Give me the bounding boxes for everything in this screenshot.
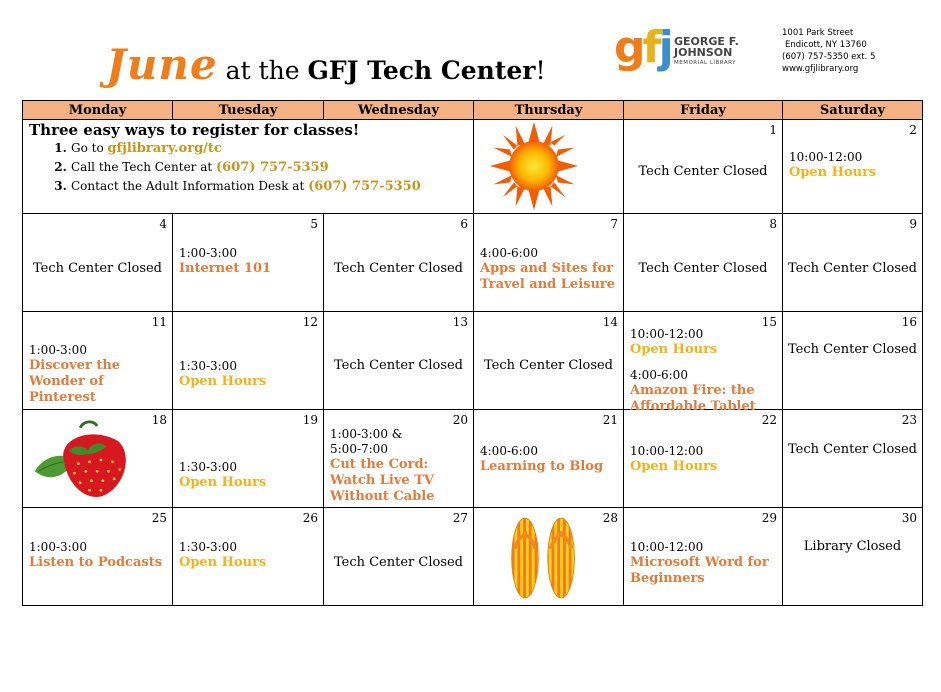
day-header-wednesday: Wednesday bbox=[324, 101, 474, 120]
day-cell-12 bbox=[173, 312, 324, 410]
day-number: 16 bbox=[901, 315, 917, 329]
week-row-1 bbox=[23, 120, 923, 214]
event-time: 1:00-3:00 bbox=[29, 343, 87, 357]
info-desk-phone: (607) 757-5350 bbox=[308, 179, 421, 194]
day-cell-28 bbox=[474, 508, 624, 606]
event-time: 1:30-3:00 bbox=[179, 540, 237, 554]
closed-label: Tech Center Closed bbox=[638, 164, 768, 179]
registration-steps bbox=[29, 139, 467, 196]
day-cell-7 bbox=[474, 214, 624, 312]
event-time: 1:00-3:00 bbox=[29, 540, 87, 554]
day-number: 20 bbox=[452, 413, 468, 427]
address-website[interactable]: www.gfjlibrary.org bbox=[782, 64, 859, 74]
day-cell-18 bbox=[23, 410, 173, 508]
event-time: 1:30-3:00 bbox=[179, 460, 237, 474]
day-number: 19 bbox=[302, 413, 318, 427]
event-time: 1:00-3:00 bbox=[179, 246, 237, 260]
tech-center-phone: (607) 757-5359 bbox=[216, 160, 329, 175]
day-number: 6 bbox=[460, 217, 468, 231]
day-cell-23 bbox=[783, 410, 923, 508]
closed-label: Tech Center Closed bbox=[333, 261, 464, 276]
day-number: 22 bbox=[761, 413, 777, 427]
closed-label: Tech Center Closed bbox=[787, 342, 918, 357]
day-cell-2 bbox=[783, 120, 923, 214]
closed-label: Tech Center Closed bbox=[32, 261, 163, 276]
event-title[interactable]: Amazon Fire: the Affordable Tablet bbox=[630, 383, 756, 414]
strawberry-icon bbox=[31, 416, 135, 502]
sun-cell bbox=[474, 120, 624, 214]
event-time: 4:00-6:00 bbox=[630, 368, 688, 382]
day-cell-8 bbox=[624, 214, 783, 312]
day-cell-6 bbox=[324, 214, 474, 312]
week-row-4 bbox=[23, 410, 923, 508]
day-cell-5 bbox=[173, 214, 324, 312]
day-number: 15 bbox=[761, 315, 777, 329]
day-number: 28 bbox=[602, 511, 618, 525]
library-logo bbox=[614, 24, 764, 80]
day-header-saturday: Saturday bbox=[783, 101, 923, 120]
registration-step-2: 2. Call the Tech Center at (607) 757-5359 bbox=[71, 158, 467, 177]
event-title[interactable]: Open Hours bbox=[630, 459, 718, 474]
logo-name-line1: GEORGE F. bbox=[674, 35, 739, 48]
day-number: 9 bbox=[909, 217, 917, 231]
closed-label: Tech Center Closed bbox=[483, 358, 614, 373]
day-cell-27 bbox=[324, 508, 474, 606]
library-address bbox=[782, 27, 875, 75]
closed-label: Tech Center Closed bbox=[787, 442, 918, 457]
day-cell-30 bbox=[783, 508, 923, 606]
day-number: 29 bbox=[761, 511, 777, 525]
title-suffix: ! bbox=[535, 56, 546, 85]
day-cell-13 bbox=[324, 312, 474, 410]
event-title[interactable]: Open Hours bbox=[179, 374, 267, 389]
page-title bbox=[106, 40, 546, 89]
event-title[interactable]: Discover the Wonder of Pinterest bbox=[29, 358, 121, 405]
day-cell-25 bbox=[23, 508, 173, 606]
address-city: Endicott, NY 13760 bbox=[785, 40, 867, 50]
address-street: 1001 Park Street bbox=[782, 28, 854, 38]
closed-label: Tech Center Closed bbox=[333, 555, 464, 570]
event-time: 10:00-12:00 bbox=[789, 150, 863, 164]
day-number: 12 bbox=[302, 315, 318, 329]
event-time: 4:00-6:00 bbox=[480, 246, 538, 260]
event-time: 10:00-12:00 bbox=[630, 540, 704, 554]
registration-step-3: 3. Contact the Adult Information Desk at (607) 757-5350 bbox=[71, 177, 467, 196]
day-header-thursday: Thursday bbox=[474, 101, 624, 120]
closed-label: Tech Center Closed bbox=[638, 261, 768, 276]
day-number: 26 bbox=[302, 511, 318, 525]
day-header-friday: Friday bbox=[624, 101, 783, 120]
event-time: 1:30-3:00 bbox=[179, 359, 237, 373]
logo-subtitle: MEMORIAL LIBRARY bbox=[674, 60, 736, 66]
title-center-name: GFJ Tech Center bbox=[307, 56, 536, 85]
day-number: 21 bbox=[602, 413, 618, 427]
day-number: 8 bbox=[769, 217, 777, 231]
day-number: 18 bbox=[151, 413, 167, 427]
day-cell-21 bbox=[474, 410, 624, 508]
event-title[interactable]: Open Hours bbox=[789, 165, 877, 180]
logo-name-line2: JOHNSON bbox=[674, 46, 733, 59]
month-title: June bbox=[106, 40, 218, 89]
week-row-3 bbox=[23, 312, 923, 410]
registration-step-1: 1. Go to gfjlibrary.org/tc bbox=[71, 139, 467, 158]
day-cell-16 bbox=[783, 312, 923, 410]
registration-info-cell bbox=[23, 120, 474, 214]
day-number: 14 bbox=[602, 315, 618, 329]
event-time: 1:00-3:00 & bbox=[330, 427, 403, 441]
address-phone: (607) 757-5350 ext. 5 bbox=[782, 52, 876, 62]
day-number: 23 bbox=[901, 413, 917, 427]
event-title[interactable]: Learning to Blog bbox=[480, 459, 604, 474]
event-time: 10:00-12:00 bbox=[630, 444, 704, 458]
event-time: 10:00-12:00 bbox=[630, 327, 704, 341]
day-number: 13 bbox=[452, 315, 468, 329]
event-time: 4:00-6:00 bbox=[480, 444, 538, 458]
title-prefix: at the bbox=[225, 56, 300, 85]
week-row-5 bbox=[23, 508, 923, 606]
sun-icon bbox=[488, 120, 580, 212]
day-cell-20 bbox=[324, 410, 474, 508]
day-number: 11 bbox=[151, 315, 167, 329]
flip-flops-icon bbox=[506, 516, 582, 602]
day-number: 27 bbox=[452, 511, 468, 525]
day-cell-14 bbox=[474, 312, 624, 410]
registration-link[interactable]: gfjlibrary.org/tc bbox=[107, 141, 222, 156]
page-header bbox=[0, 0, 941, 100]
day-cell-4 bbox=[23, 214, 173, 312]
event-time: 5:00-7:00 bbox=[330, 442, 388, 456]
day-number: 7 bbox=[610, 217, 618, 231]
closed-label: Library Closed bbox=[803, 539, 902, 554]
logo-name bbox=[674, 36, 739, 58]
day-cell-15 bbox=[624, 312, 783, 414]
event-title[interactable]: Apps and Sites for Travel and Leisure bbox=[480, 261, 616, 292]
weekday-header-row bbox=[23, 101, 923, 120]
day-number: 25 bbox=[151, 511, 167, 525]
day-cell-29 bbox=[624, 508, 783, 606]
week-row-2 bbox=[23, 214, 923, 312]
day-cell-1 bbox=[624, 120, 783, 214]
event-title[interactable]: Open Hours bbox=[179, 475, 267, 490]
day-number: 1 bbox=[769, 123, 777, 137]
gfj-logo-mark: gfj bbox=[614, 22, 671, 73]
day-number: 4 bbox=[159, 217, 167, 231]
day-cell-19 bbox=[173, 410, 324, 508]
closed-label: Tech Center Closed bbox=[333, 358, 464, 373]
event-title[interactable]: Internet 101 bbox=[179, 261, 272, 276]
day-cell-11 bbox=[23, 312, 173, 410]
event-title[interactable]: Microsoft Word for Beginners bbox=[630, 555, 769, 586]
event-title[interactable]: Open Hours bbox=[630, 342, 718, 357]
closed-label: Tech Center Closed bbox=[787, 261, 918, 276]
day-cell-9 bbox=[783, 214, 923, 312]
day-cell-22 bbox=[624, 410, 783, 508]
registration-heading: Three easy ways to register for classes! bbox=[29, 121, 360, 139]
event-title[interactable]: Cut the Cord: Watch Live TV Without Cable bbox=[330, 457, 435, 504]
day-number: 5 bbox=[310, 217, 318, 231]
day-header-tuesday: Tuesday bbox=[173, 101, 324, 120]
event-title[interactable]: Listen to Podcasts bbox=[29, 555, 163, 570]
event-title[interactable]: Open Hours bbox=[179, 555, 267, 570]
day-number: 30 bbox=[901, 511, 917, 525]
day-header-monday: Monday bbox=[23, 101, 173, 120]
calendar-grid bbox=[22, 100, 923, 606]
day-cell-26 bbox=[173, 508, 324, 606]
day-number: 2 bbox=[909, 123, 917, 137]
